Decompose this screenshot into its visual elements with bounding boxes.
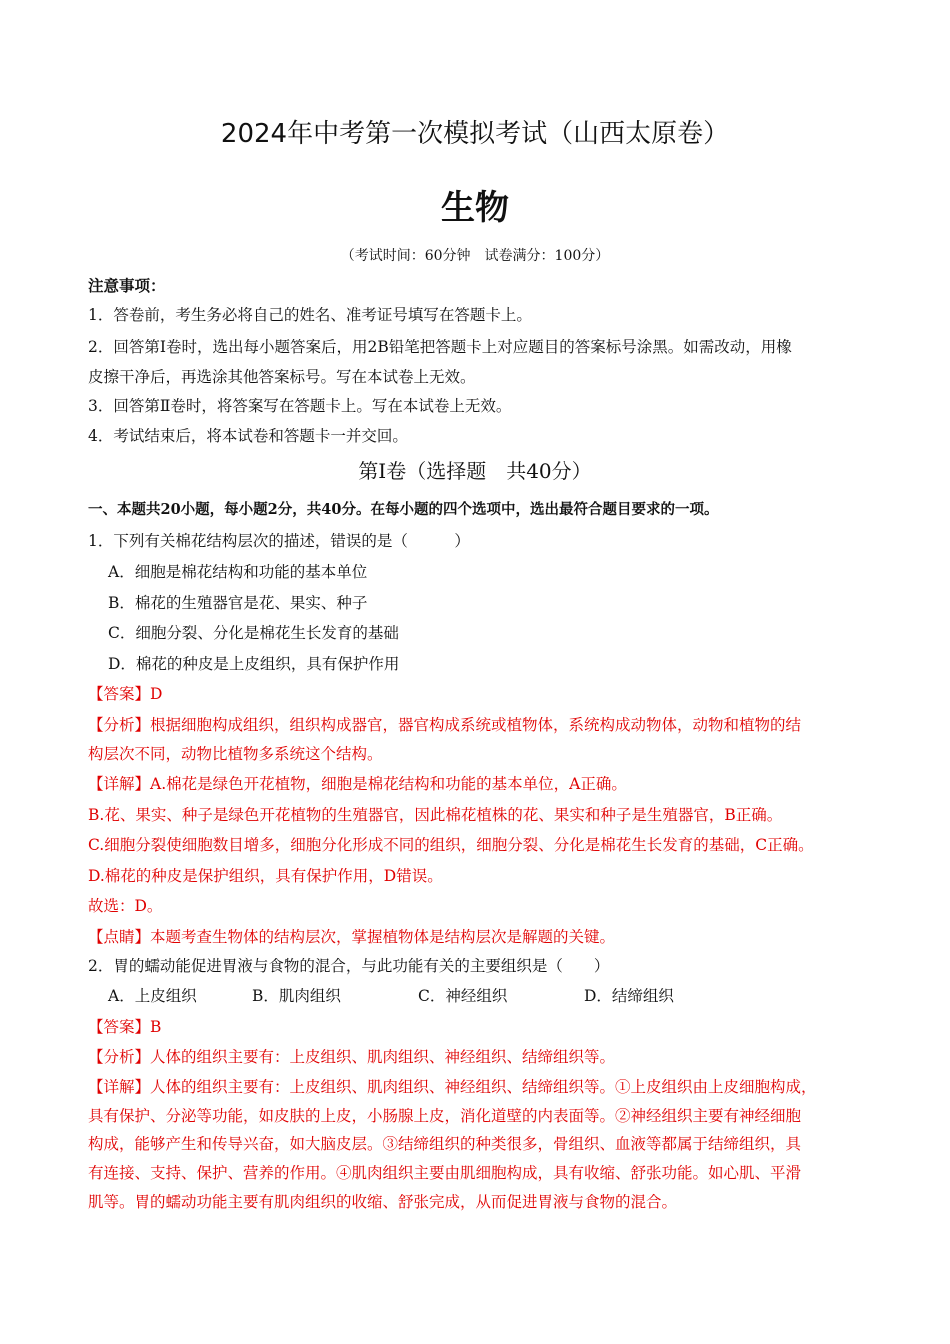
- analysis: 构层次不同，动物比植物多系统这个结构。: [88, 745, 383, 763]
- detail: 构成，能够产生和传导兴奋，如大脑皮层。③结缔组织的种类很多，骨组织、血液等都属于结缔组织，具: [88, 1135, 802, 1153]
- notice-item: 1．答卷前，考生务必将自己的姓名、准考证号填写在答题卡上。: [88, 306, 532, 324]
- notice-item: 皮擦干净后，再选涂其他答案标号。写在本试卷上无效。: [88, 368, 476, 386]
- question-stem: 2．胃的蠕动能促进胃液与食物的混合，与此功能有关的主要组织是（ ）: [88, 957, 610, 975]
- notice-item: 3．回答第Ⅱ卷时，将答案写在答题卡上。写在本试卷上无效。: [88, 397, 512, 415]
- analysis: 【分析】根据细胞构成组织，组织构成器官，器官构成系统或植物体，系统构成动物体，动物和植物的结: [88, 716, 802, 734]
- detail: 肌等。胃的蠕动功能主要有肌肉组织的收缩、舒张完成，从而促进胃液与食物的混合。: [88, 1193, 678, 1211]
- option-d: D．棉花的种皮是上皮组织，具有保护作用: [108, 655, 400, 673]
- detail: 具有保护、分泌等功能，如皮肤的上皮，小肠腺上皮，消化道壁的内表面等。②神经组织主要有神经细胞: [88, 1107, 802, 1125]
- option-b: B．棉花的生殖器官是花、果实、种子: [108, 594, 368, 612]
- choice: 故选：D。: [88, 897, 163, 915]
- comment: 【点睛】本题考查生物体的结构层次，掌握植物体是结构层次是解题的关键。: [88, 928, 616, 946]
- notice-item: 2．回答第Ⅰ卷时，选出每小题答案后，用2B铅笔把答题卡上对应题目的答案标号涂黑。如需改动，用橡: [88, 338, 792, 356]
- option-c: C．细胞分裂、分化是棉花生长发育的基础: [108, 624, 399, 642]
- detail: B.花、果实、种子是绿色开花植物的生殖器官，因此棉花植株的花、果实和种子是生殖器官，B正确。: [88, 806, 783, 824]
- option-c: C．神经组织: [418, 987, 508, 1005]
- question-stem: 1．下列有关棉花结构层次的描述，错误的是（ ）: [88, 532, 470, 550]
- exam-meta: （考试时间：60分钟 试卷满分：100分）: [340, 248, 610, 264]
- option-b: B．肌肉组织: [252, 987, 341, 1005]
- subject-title: 生物: [441, 188, 509, 228]
- notice-item: 4．考试结束后，将本试卷和答题卡一并交回。: [88, 427, 408, 445]
- detail: 有连接、支持、保护、营养的作用。④肌肉组织主要由肌细胞构成，具有收缩、舒张功能。如心肌、平滑: [88, 1164, 802, 1182]
- section-title: 第Ⅰ卷（选择题 共40分）: [358, 459, 592, 483]
- notice-heading: 注意事项：: [88, 276, 166, 295]
- answer: 【答案】B: [88, 1018, 162, 1036]
- detail: 【详解】A.棉花是绿色开花植物，细胞是棉花结构和功能的基本单位，A正确。: [88, 775, 627, 793]
- answer: 【答案】D: [88, 685, 163, 703]
- detail: C.细胞分裂使细胞数目增多，细胞分化形成不同的组织，细胞分裂、分化是棉花生长发育的基础，C正确。: [88, 836, 814, 854]
- exam-title: 2024年中考第一次模拟考试（山西太原卷）: [220, 119, 730, 149]
- detail: D.棉花的种皮是保护组织，具有保护作用，D错误。: [88, 867, 443, 885]
- option-d: D．结缔组织: [584, 987, 674, 1005]
- detail: 【详解】人体的组织主要有：上皮组织、肌肉组织、神经组织、结缔组织等。①上皮组织由上皮细胞构成，: [88, 1078, 817, 1096]
- option-a: A．上皮组织: [108, 987, 197, 1005]
- section-instruction: 一、本题共20小题，每小题2分，共40分。在每小题的四个选项中，选出最符合题目要求的一项。: [88, 501, 719, 518]
- option-a: A．细胞是棉花结构和功能的基本单位: [108, 563, 368, 581]
- analysis: 【分析】人体的组织主要有：上皮组织、肌肉组织、神经组织、结缔组织等。: [88, 1048, 616, 1066]
